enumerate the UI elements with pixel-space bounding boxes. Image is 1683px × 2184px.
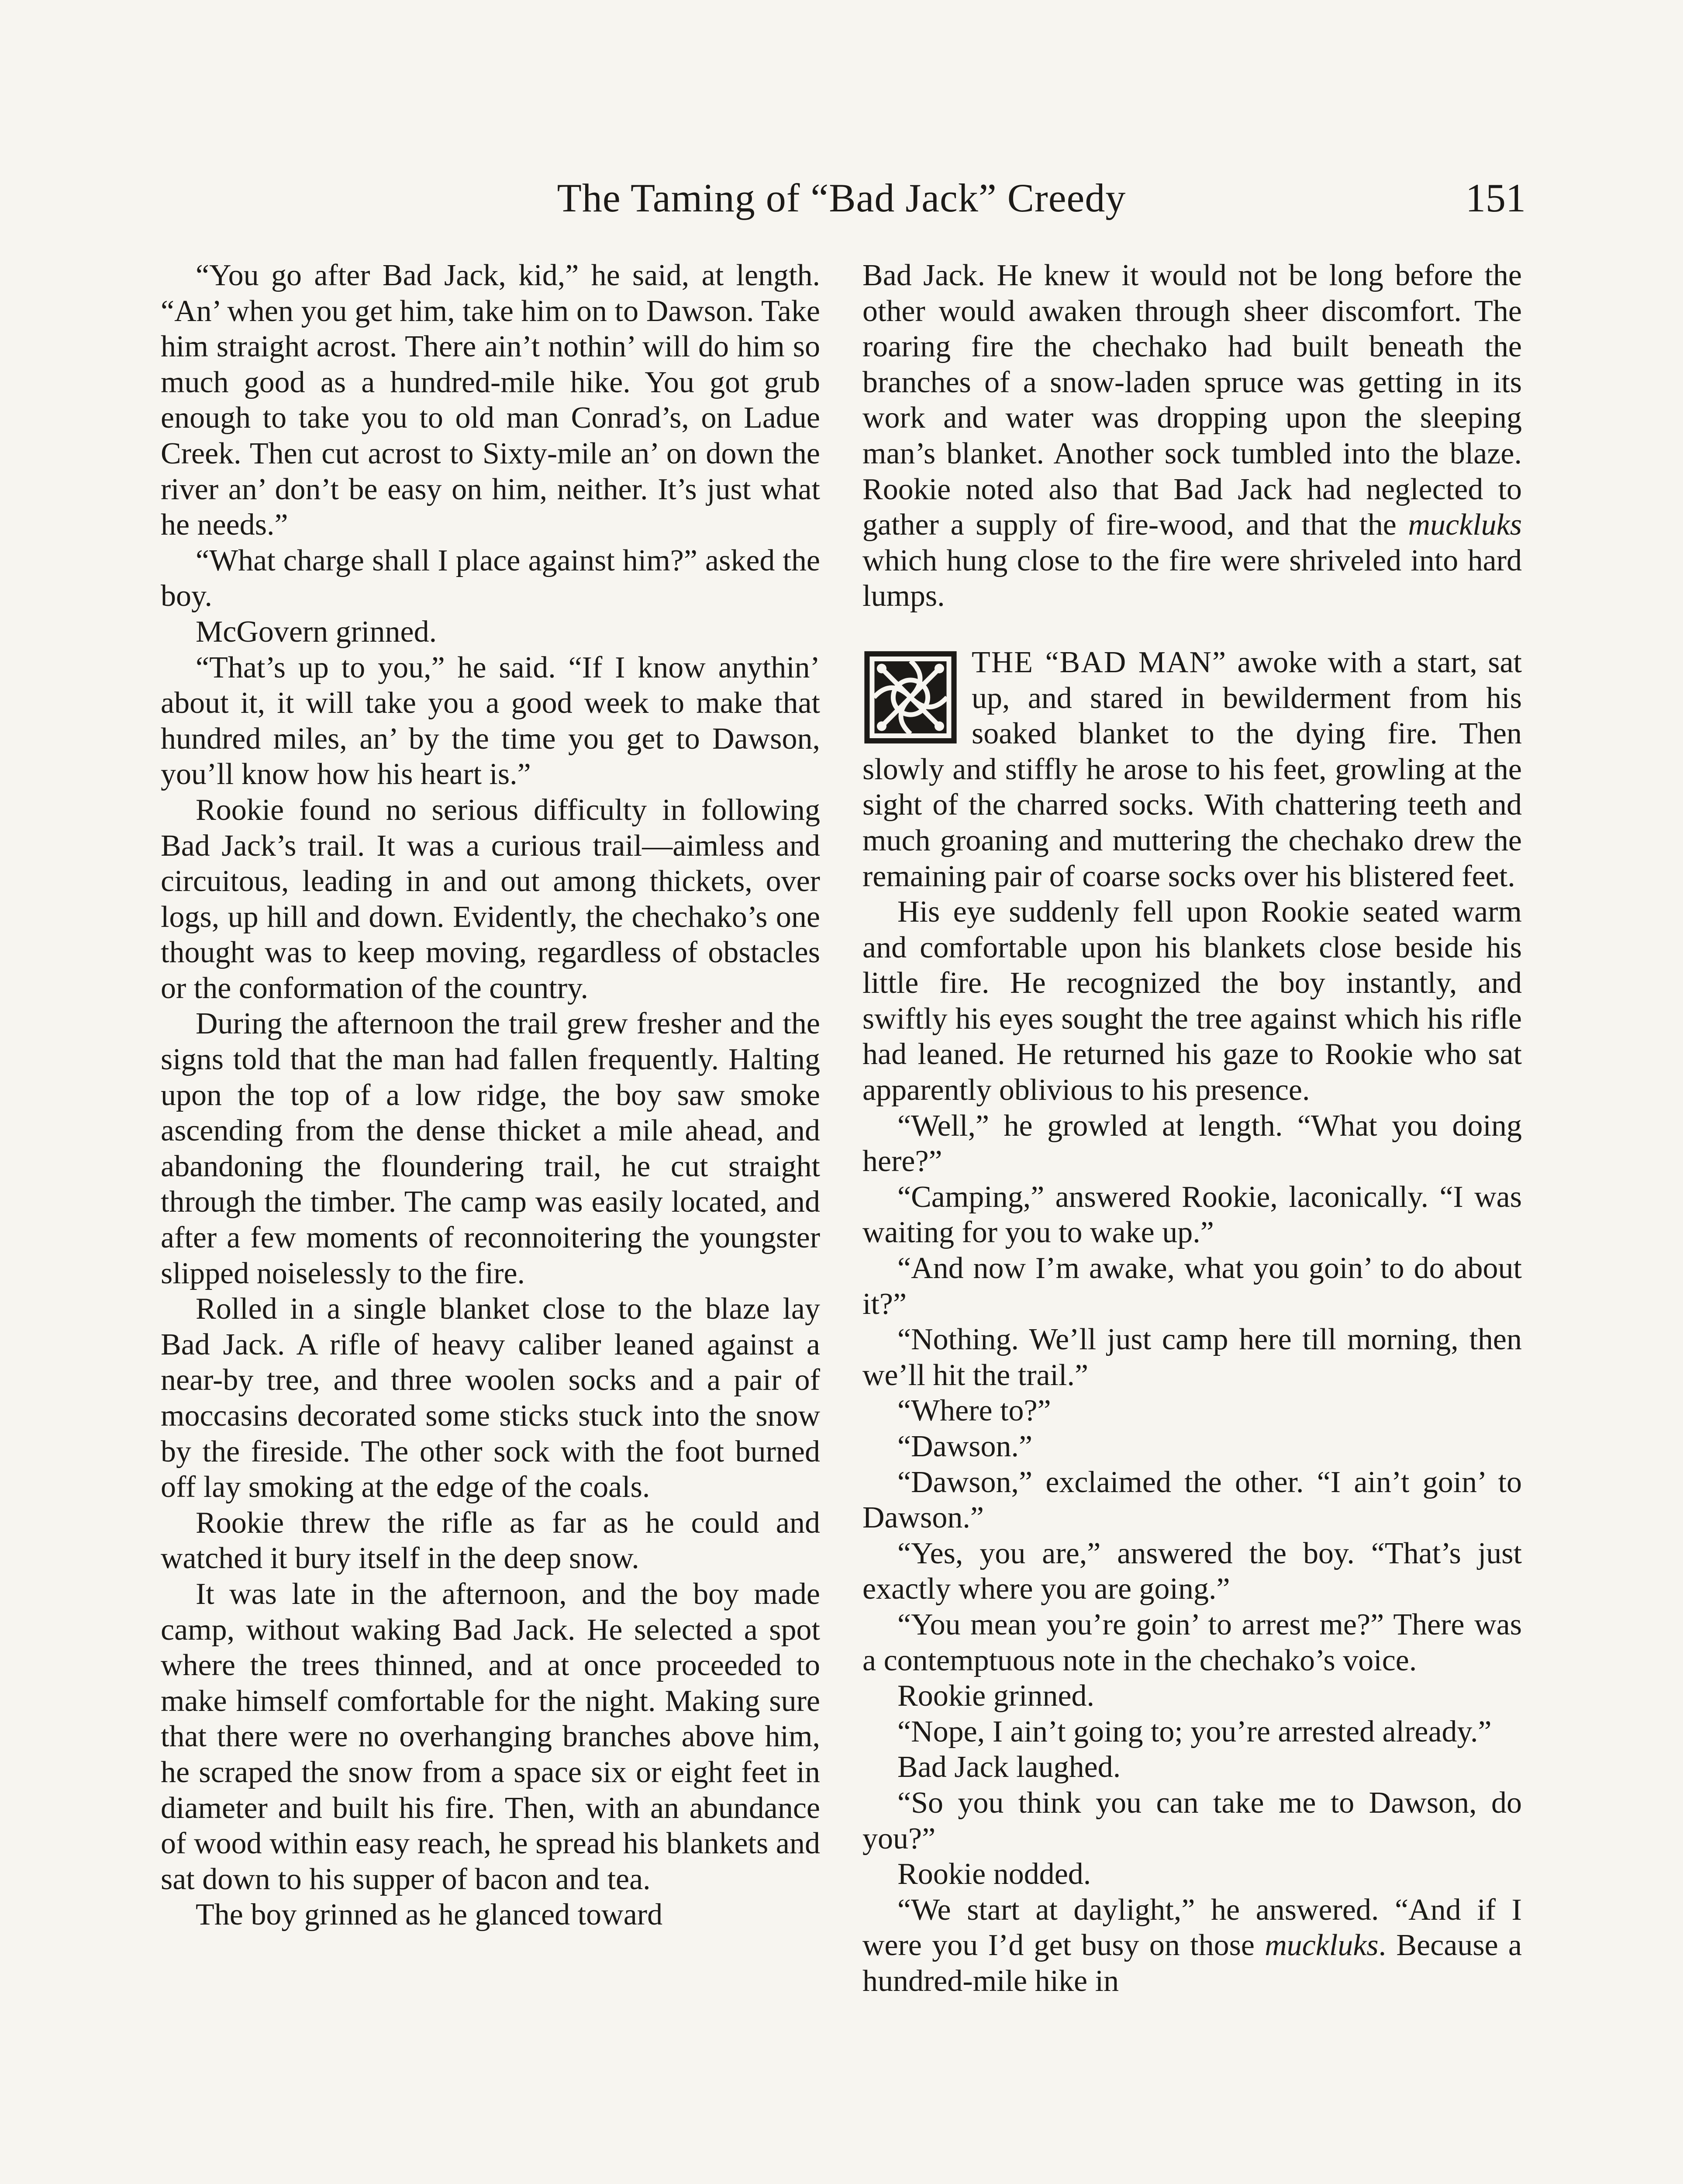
paragraph: “You mean you’re goin’ to arrest me?” There was a contemptuous note in the chechako’s voice. bbox=[862, 1607, 1522, 1677]
text-run: which hung close to the fire were shriveled into hard lumps. bbox=[862, 543, 1522, 613]
paragraph: During the afternoon the trail grew fresher and the signs told that the man had fallen frequently. Halting upon the top of a low ridge, the boy saw smoke ascending from the dense thicket a mile ahead, and abandoning the floundering trail, he cut straight through the timber. The camp was easily located, and after a few moments of reconnoitering the youngster slipped noiselessly to the fire. bbox=[161, 1007, 820, 1290]
paragraph: The boy grinned as he glanced toward bbox=[196, 1898, 663, 1932]
paragraph: “Nope, I ain’t going to; you’re arrested already.” bbox=[897, 1714, 1492, 1749]
section-break bbox=[862, 645, 1522, 894]
paragraph: It was late in the afternoon, and the boy made camp, without waking Bad Jack. He selected a spot where the trees thinned, and at once proceeded to make himself comfortable for the night. Making sure that there were no overhanging branches above him, he scraped the snow from a space six or eight feet in diameter and built his fire. Then, with an abundance of wood within easy reach, he spread his blankets and sat down to his supper of bacon and tea. bbox=[161, 1577, 820, 1896]
paragraph: McGovern grinned. bbox=[196, 615, 437, 649]
paragraph bbox=[862, 645, 1522, 894]
lead-in: THE “BAD MAN” bbox=[972, 645, 1227, 679]
paragraph: “What charge shall I place against him?” asked the boy. bbox=[161, 543, 820, 613]
paragraph: “So you think you can take me to Dawson, do you?” bbox=[862, 1786, 1522, 1856]
paragraph: “That’s up to you,” he said. “If I know anythin’ about it, it will take you a good week to make that hundred miles, an’ by the time you get to Dawson, you’ll know how his heart is.” bbox=[161, 650, 820, 791]
paragraph: “And now I’m awake, what you goin’ to do about it?” bbox=[862, 1251, 1522, 1321]
paragraph: His eye suddenly fell upon Rookie seated warm and comfortable upon his blankets close beside his little fire. He recognized the boy instantly, and swiftly his eyes sought the tree against which his rifle had leaned. He returned his gaze to Rookie who sat apparently oblivious to his presence. bbox=[862, 895, 1522, 1107]
paragraph: Rolled in a single blanket close to the blaze lay Bad Jack. A rifle of heavy caliber leaned against a near-by tree, and three woolen socks and a pair of moccasins decorated some sticks stuck into the snow by the fireside. The other sock with the foot burned off lay smoking at the edge of the coals. bbox=[161, 1292, 820, 1504]
paragraph: “You go after Bad Jack, kid,” he said, at length. “An’ when you get him, take him on to Dawson. Take him straight acrost. There ain’t nothin’ will do him so much good as a hundred-mile hike. You got grub enough to take you to old man Conrad’s, on Ladue Creek. Then cut acrost to Sixty-mile an’ on down the river an’ don’t be easy on him, neither. It’s just what he needs.” bbox=[161, 259, 820, 542]
text-run: awoke with a start, sat up, and stared in bewilderment from his soaked blanket to the dying fire. Then slowly and stiffly he arose to his feet, growling at the sight of the charred socks. With chattering teeth and much groaning and muttering the chechako drew the remaining pair of coarse socks over his blistered feet. bbox=[862, 645, 1522, 893]
paragraph: Rookie grinned. bbox=[897, 1679, 1095, 1713]
page-number: 151 bbox=[1466, 176, 1526, 220]
italic-term: muckluks bbox=[1408, 508, 1522, 542]
paragraph bbox=[862, 258, 1522, 614]
paragraph: Rookie threw the rifle as far as he could and watched it bury itself in the deep snow. bbox=[161, 1506, 820, 1576]
paragraph: Bad Jack laughed. bbox=[897, 1750, 1121, 1784]
page-header bbox=[157, 174, 1526, 222]
paragraph: “Dawson.” bbox=[897, 1430, 1033, 1463]
paragraph bbox=[862, 1892, 1522, 1999]
paragraph: “Camping,” answered Rookie, laconically. “I was waiting for you to wake up.” bbox=[862, 1180, 1522, 1250]
paragraph: Rookie nodded. bbox=[897, 1857, 1091, 1891]
left-column bbox=[161, 258, 820, 1933]
paragraph: Rookie found no serious difficulty in following Bad Jack’s trail. It was a curious trail—aimless and circuitous, leading in and out among thickets, over logs, up hill and down. Evidently, the chechako’s one thought was to keep moving, regardless of obstacles or the conformation of the country. bbox=[161, 793, 820, 1005]
paragraph: “Dawson,” exclaimed the other. “I ain’t goin’ to Dawson.” bbox=[862, 1465, 1522, 1535]
celtic-knot-ornament-icon bbox=[862, 648, 959, 746]
text-run: . Because a hundred-mile hike in bbox=[862, 1928, 1522, 1998]
right-column bbox=[862, 258, 1522, 1999]
text-run: “We start at daylight,” he answered. “And if I were you I’d get busy on those bbox=[862, 1893, 1522, 1963]
paragraph: “Nothing. We’ll just camp here till morning, then we’ll hit the trail.” bbox=[862, 1323, 1522, 1392]
running-title: The Taming of “Bad Jack” Creedy bbox=[557, 176, 1126, 220]
paragraph: “Yes, you are,” answered the boy. “That’s just exactly where you are going.” bbox=[862, 1536, 1522, 1606]
italic-term: muckluks bbox=[1265, 1928, 1379, 1963]
paragraph: “Well,” he growled at length. “What you doing here?” bbox=[862, 1109, 1522, 1178]
paragraph: “Where to?” bbox=[897, 1394, 1051, 1428]
text-run: Bad Jack. He knew it would not be long before the other would awaken through sheer discomfort. The roaring fire the chechako had built beneath the branches of a snow-laden spruce was getting in its work and water was dropping upon the sleeping man’s blanket. Another sock tumbled into the blaze. Rookie noted also that Bad Jack had neglected to gather a supply of fire-wood, and that the bbox=[862, 259, 1522, 542]
